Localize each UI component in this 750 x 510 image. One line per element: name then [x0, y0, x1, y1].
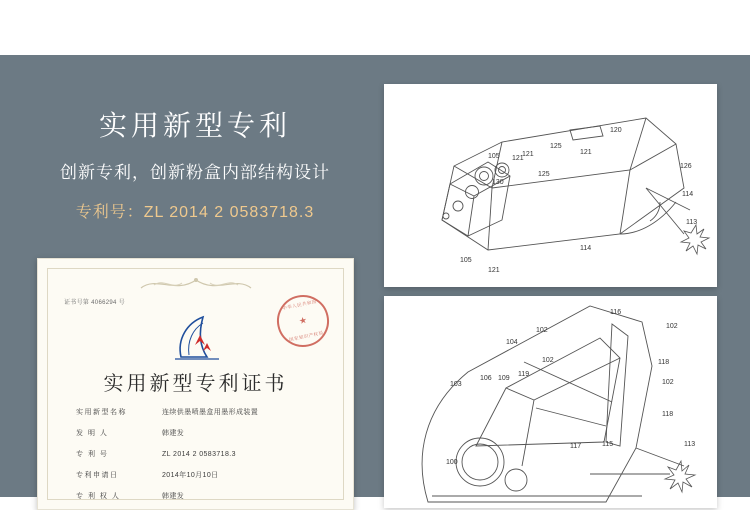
callout: 102 — [666, 323, 678, 330]
callout: 102 — [662, 379, 674, 386]
field-value: 韩建发 — [162, 430, 185, 437]
field-value: ZL 2014 2 0583718.3 — [162, 451, 236, 458]
callout: 109 — [498, 375, 510, 382]
seal-bottom-text: 国家知识产权局 — [288, 330, 324, 343]
field-label: 专利申请日 — [76, 472, 119, 479]
callout: 120 — [610, 127, 622, 134]
patent-drawing-bottom-svg — [384, 296, 717, 508]
callout: 114 — [580, 245, 592, 252]
certificate-serial: 证书号第 4066294 号 — [64, 300, 125, 306]
patent-drawing-bottom — [384, 296, 717, 508]
callout: 113 — [684, 441, 696, 448]
certificate-row — [76, 470, 323, 480]
callout: 116 — [610, 309, 622, 316]
field-label: 发 明 人 — [76, 430, 109, 437]
callout: 103 — [450, 381, 462, 388]
callout: 105 — [460, 257, 472, 264]
certificate-row — [76, 449, 323, 459]
patent-certificate — [37, 258, 354, 510]
figure-callouts — [446, 309, 695, 466]
callout: 121 — [512, 155, 524, 162]
burst-icon — [681, 225, 709, 254]
callout: 104 — [506, 339, 518, 346]
seal-star-icon: ★ — [297, 314, 308, 327]
callout: 114 — [682, 191, 694, 198]
callout: 102 — [542, 357, 554, 364]
patent-drawing-top — [384, 84, 717, 287]
callout: 118 — [662, 411, 674, 418]
callout: 121 — [522, 151, 534, 158]
callout: 117 — [570, 443, 582, 450]
callout: 118 — [658, 359, 670, 366]
callout: 125 — [538, 171, 550, 178]
field-value: 2014年10月10日 — [162, 472, 219, 479]
callout: 130 — [492, 179, 504, 186]
callout: 125 — [550, 143, 562, 150]
callout: 105 — [488, 153, 500, 160]
seal-top-text: 中华人民共和国 — [281, 298, 318, 311]
ornament-decoration — [136, 272, 256, 294]
field-value: 韩建发 — [162, 493, 185, 500]
patent-drawing-top-svg — [384, 84, 717, 287]
callout: 126 — [680, 163, 692, 170]
field-label: 专 利 号 — [76, 451, 109, 458]
certificate-row — [76, 407, 323, 417]
figure-callouts — [460, 127, 697, 274]
certificate-fields — [76, 407, 323, 510]
field-value: 连续供墨喷墨盒用墨形成装置 — [162, 409, 259, 416]
callout: 100 — [446, 459, 458, 466]
certificate-row — [76, 491, 323, 501]
certificate-title: 实用新型专利证书 — [103, 373, 288, 395]
patent-number: 专利号：ZL 2014 2 0583718.3 — [75, 204, 315, 221]
callout: 121 — [488, 267, 500, 274]
callout: 115 — [602, 441, 614, 448]
cnipa-logo-icon — [151, 311, 241, 363]
callout: 113 — [686, 219, 698, 226]
callout: 106 — [480, 375, 492, 382]
callout: 102 — [536, 327, 548, 334]
certificate-row — [76, 428, 323, 438]
callout: 119 — [518, 371, 530, 378]
page-subtitle: 创新专利，创新粉盒内部结构设计 — [60, 163, 330, 182]
callout: 121 — [580, 149, 592, 156]
field-label: 实用新型名称 — [76, 409, 127, 416]
burst-icon — [665, 461, 695, 492]
field-label: 专 利 权 人 — [76, 493, 121, 500]
page-title: 实用新型专利 — [98, 110, 291, 141]
